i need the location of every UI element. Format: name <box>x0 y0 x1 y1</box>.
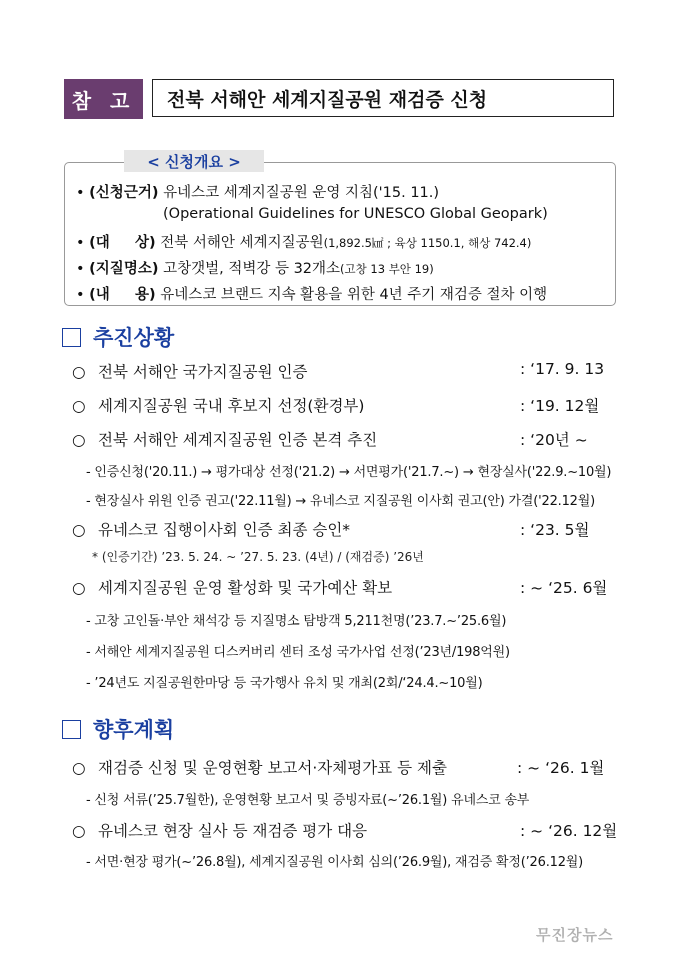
progress-item <box>72 394 364 416</box>
overview-row-target <box>76 231 531 252</box>
document-title: 전북 서해안 세계지질공원 재검증 신청 <box>152 79 614 117</box>
checkbox-square-icon <box>62 328 81 347</box>
item-date: : ‘23. 5월 <box>520 521 590 539</box>
section-progress-heading <box>62 322 174 352</box>
item-date: : ~ ‘25. 6월 <box>520 579 608 597</box>
progress-item <box>72 428 377 450</box>
row-small: (1,892.5㎢ ; 육상 1150.1, 해상 742.4) <box>323 236 532 250</box>
item-text: 재검증 신청 및 운영현황 보고서·자체평가표 등 제출 <box>98 759 447 777</box>
item-text: 전북 서해안 국가지질공원 인증 <box>98 363 308 381</box>
reference-tag: 참 고 <box>64 79 143 119</box>
overview-row-sites <box>76 257 434 278</box>
overview-row-basis-en <box>163 206 548 222</box>
circle-bullet-icon: ○ <box>72 397 86 415</box>
row-text: (Operational Guidelines for UNESCO Global Geopark) <box>163 206 548 222</box>
circle-bullet-icon: ○ <box>72 759 86 777</box>
section-plan-heading <box>62 714 174 744</box>
progress-item <box>72 360 307 382</box>
progress-item <box>72 576 392 598</box>
bullet: • <box>76 185 85 201</box>
circle-bullet-icon: ○ <box>72 521 86 539</box>
bullet: • <box>76 287 85 303</box>
progress-subitem: - 현장실사 위원 인증 권고('22.11월) → 유네스코 지질공원 이사회 권고(안) 가결('22.12월) <box>86 494 595 509</box>
checkbox-square-icon <box>62 720 81 739</box>
row-label: (신청근거) <box>89 185 159 201</box>
item-text: 유네스코 집행이사회 인증 최종 승인* <box>98 521 351 539</box>
section-title: 추진상황 <box>93 326 175 350</box>
item-text: 전북 서해안 세계지질공원 인증 본격 추진 <box>98 431 378 449</box>
bullet: • <box>76 261 85 277</box>
item-text: 세계지질공원 국내 후보지 선정(환경부) <box>98 397 365 415</box>
item-date: : ~ ‘26. 1월 <box>517 759 605 777</box>
circle-bullet-icon: ○ <box>72 822 86 840</box>
item-date: : ‘20년 ~ <box>520 431 588 449</box>
row-text: 유네스코 세계지질공원 운영 지침('15. 11.) <box>163 185 440 201</box>
overview-row-content <box>76 283 547 304</box>
plan-subitem: - 서면·현장 평가(~’26.8월), 세계지질공원 이사회 심의(’26.9월), 재검증 확정(’26.12월) <box>86 855 583 870</box>
item-date: : ‘17. 9. 13 <box>520 360 605 378</box>
overview-label: < 신청개요 > <box>124 150 264 172</box>
plan-item <box>72 819 367 841</box>
progress-item <box>72 518 350 540</box>
circle-bullet-icon: ○ <box>72 579 86 597</box>
progress-subitem: - 서해안 세계지질공원 디스커버리 센터 조성 국가사업 선정(’23년/198억원) <box>86 645 510 660</box>
overview-row-basis <box>76 181 439 202</box>
row-label: (내 용) <box>89 287 156 303</box>
progress-subitem: - ’24년도 지질공원한마당 등 국가행사 유치 및 개최(2회/‘24.4.~10월) <box>86 676 483 691</box>
progress-subitem: - 고창 고인돌·부안 채석강 등 지질명소 탐방객 5,211천명(’23.7.~’25.6월) <box>86 614 507 629</box>
section-title: 향후계획 <box>93 718 175 742</box>
circle-bullet-icon: ○ <box>72 363 86 381</box>
row-text: 전북 서해안 세계지질공원 <box>160 235 324 251</box>
item-date: : ~ ‘26. 12월 <box>520 822 618 840</box>
plan-subitem: - 신청 서류(’25.7월한), 운영현황 보고서 및 증빙자료(~’26.1월) 유네스코 송부 <box>86 793 530 808</box>
progress-subitem: - 인증신청('20.11.) → 평가대상 선정('21.2) → 서면평가('21.7.~) → 현장실사('22.9.~10월) <box>86 465 612 480</box>
plan-item <box>72 756 447 778</box>
circle-bullet-icon: ○ <box>72 431 86 449</box>
row-label: (대 상) <box>89 235 156 251</box>
row-small: (고창 13 부안 19) <box>340 262 434 276</box>
row-text: 고창갯벌, 적벽강 등 32개소 <box>163 261 341 277</box>
row-label: (지질명소) <box>89 261 159 277</box>
bullet: • <box>76 235 85 251</box>
item-text: 유네스코 현장 실사 등 재검증 평가 대응 <box>98 822 368 840</box>
item-text: 세계지질공원 운영 활성화 및 국가예산 확보 <box>98 579 393 597</box>
footnote: * (인증기간) ’23. 5. 24. ~ ’27. 5. 23. (4년) / (재검증) ’26년 <box>92 550 424 564</box>
watermark-logo: 무진장뉴스 <box>536 926 614 944</box>
item-date: : ‘19. 12월 <box>520 397 600 415</box>
row-text: 유네스코 브랜드 지속 활용을 위한 4년 주기 재검증 절차 이행 <box>160 287 548 303</box>
